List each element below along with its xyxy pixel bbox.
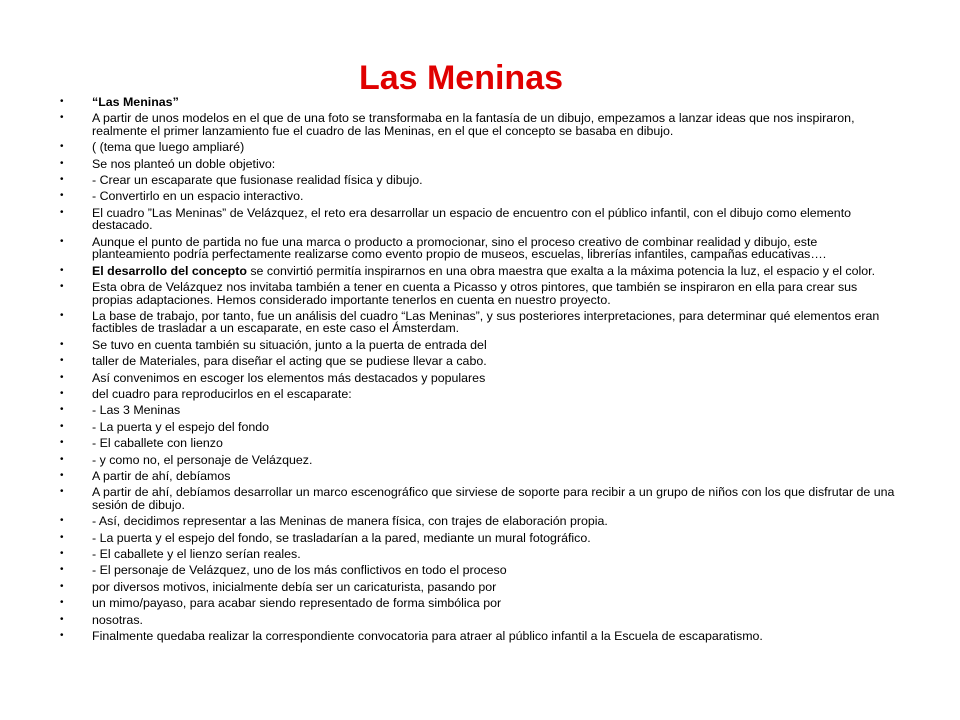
bullet-item [60, 486, 895, 511]
bullet-text: nosotras. [92, 612, 143, 627]
bullet-item [60, 581, 895, 594]
bullet-text: taller de Materiales, para diseñar el acting que se pudiese llevar a cabo. [92, 354, 487, 369]
bullet-text: - La puerta y el espejo del fondo [92, 419, 270, 434]
bullet-dot-icon: • [60, 206, 64, 218]
bullet-item [60, 388, 895, 401]
bullet-item [60, 421, 895, 434]
bullet-text: - La puerta y el espejo del fondo, se trasladarían a la pared, mediante un mural fotográfico. [92, 530, 591, 545]
bullet-item [60, 339, 895, 352]
bullet-text: Así convenimos en escoger los elementos más destacados y populares [92, 370, 486, 385]
bullet-item [60, 597, 895, 610]
bullet-text: A partir de ahí, debíamos desarrollar un marco escenográfico que sirviese de soporte para recibir a un grupo de niños con los que disfrutar de una sesión de dibujo. [92, 485, 895, 512]
bullet-text: - El personaje de Velázquez, uno de los más conflictivos en todo el proceso [92, 563, 507, 578]
bullet-text: - El caballete y el lienzo serían reales. [92, 546, 301, 561]
bullet-dot-icon: • [60, 355, 64, 367]
bullet-item [60, 404, 895, 417]
bullet-text: La base de trabajo, por tanto, fue un análisis del cuadro “Las Meninas”, y sus posteriores interpretaciones, para determinar qué elementos eran factibles de trasladar a un escaparate, en este caso el Ámsterdam. [92, 308, 880, 336]
bullet-dot-icon: • [60, 338, 64, 350]
bullet-dot-icon: • [60, 96, 64, 107]
bullet-dot-icon: • [60, 469, 64, 481]
bullet-item [60, 437, 895, 450]
bullet-dot-icon: • [60, 112, 64, 124]
bullet-dot-icon: • [60, 420, 64, 432]
bullet-dot-icon: • [60, 281, 64, 293]
bullet-dot-icon: • [60, 564, 64, 576]
bullet-item [60, 548, 895, 561]
bullet-text: A partir de ahí, debíamos [92, 468, 231, 483]
bullet-text: - Crear un escaparate que fusionase realidad física y dibujo. [92, 173, 423, 188]
bullet-item [60, 141, 895, 154]
bullet-text: Aunque el punto de partida no fue una marca o producto a promocionar, sino el proceso creativo de combinar realidad y dibujo, este planteamiento podría perfectamente realizarse como evento propio de museos, escuelas, librerías infantiles, campañas educativas…. [92, 234, 827, 262]
bullet-dot-icon: • [60, 613, 64, 625]
bullet-dot-icon: • [60, 453, 64, 465]
bullet-dot-icon: • [60, 264, 64, 276]
bullet-dot-icon: • [60, 387, 64, 399]
bullet-text: Esta obra de Velázquez nos invitaba también a tener en cuenta a Picasso y otros pintores, que también se inspiraron en ella para crear sus propias adaptaciones. Hemos considerado importante tenerlos en cuenta en nuestro proyecto. [92, 280, 858, 307]
bullet-item [60, 158, 895, 171]
bullet-dot-icon: • [60, 515, 64, 527]
bullet-dot-icon: • [60, 597, 64, 609]
bullet-dot-icon: • [60, 531, 64, 543]
bullet-dot-icon: • [60, 309, 64, 321]
bullet-dot-icon: • [60, 486, 64, 498]
bullet-item [60, 265, 895, 278]
bullet-text: A partir de unos modelos en el que de una foto se transformaba en la fantasía de un dibujo, empezamos a lanzar ideas que nos inspiraron, realmente el primer lanzamiento fue el cuadro de las Meninas, en el que el concepto se basaba en dibujo. [92, 111, 855, 138]
bullet-item [60, 355, 895, 368]
bullet-item [60, 515, 895, 528]
bullet-dot-icon: • [60, 437, 64, 449]
bullet-item [60, 174, 895, 187]
bullet-item [60, 190, 895, 203]
bullet-item [60, 236, 895, 261]
bullet-item [60, 532, 895, 545]
bullet-item [60, 614, 895, 627]
bullet-text: Se nos planteó un doble objetivo: [92, 156, 276, 171]
bullet-text: Se tuvo en cuenta también su situación, junto a la puerta de entrada del [92, 337, 487, 352]
bullet-item [60, 112, 895, 137]
bullet-dot-icon: • [60, 174, 64, 186]
bullet-item [60, 630, 895, 643]
bullet-text: ( (tema que luego ampliaré) [92, 140, 245, 155]
bullet-dot-icon: • [60, 371, 64, 383]
bullet-bold-text: “Las Meninas” [92, 95, 179, 109]
bullet-item [60, 207, 895, 232]
bullet-text: del cuadro para reproducirlos en el escaparate: [92, 386, 352, 401]
bullet-item [60, 372, 895, 385]
bullet-text: El cuadro ”Las Meninas” de Velázquez, el reto era desarrollar un espacio de encuentro con el público infantil, con el dibujo como elemento destacado. [92, 205, 852, 233]
bullet-item [60, 470, 895, 483]
bullet-item [60, 454, 895, 467]
bullet-text: - Las 3 Meninas [92, 403, 181, 418]
bullet-item [60, 310, 895, 335]
bullet-text: por diversos motivos, inicialmente debía ser un caricaturista, pasando por [92, 579, 497, 594]
bullet-item [60, 96, 895, 109]
bullet-text: se convirtió permitía inspirarnos en una obra maestra que exalta a la máxima potencia la luz, el espacio y el color. [246, 263, 876, 278]
bullet-text: - El caballete con lienzo [92, 436, 223, 451]
bullet-text: un mimo/payaso, para acabar siendo representado de forma simbólica por [92, 596, 502, 611]
bullet-dot-icon: • [60, 580, 64, 592]
bullet-item [60, 564, 895, 577]
bullet-bold-text: El desarrollo del concepto [92, 263, 247, 278]
bullet-dot-icon: • [60, 157, 64, 169]
slide-title: Las Meninas [358, 59, 564, 97]
bullet-text: - y como no, el personaje de Velázquez. [92, 452, 313, 467]
bullet-dot-icon: • [60, 235, 64, 247]
bullet-text: - Así, decidimos representar a las Meninas de manera física, con trajes de elaboración propia. [92, 514, 608, 529]
bullet-text: Finalmente quedaba realizar la correspondiente convocatoria para atraer al público infantil a la Escuela de escaparatismo. [92, 628, 763, 643]
bullet-dot-icon: • [60, 141, 64, 153]
bullet-dot-icon: • [60, 404, 64, 416]
bullet-text: - Convertirlo en un espacio interactivo. [92, 189, 304, 204]
bullet-dot-icon: • [60, 190, 64, 202]
bullet-dot-icon: • [60, 547, 64, 559]
bullet-list [60, 96, 895, 646]
bullet-dot-icon: • [60, 629, 64, 641]
bullet-item [60, 281, 895, 306]
